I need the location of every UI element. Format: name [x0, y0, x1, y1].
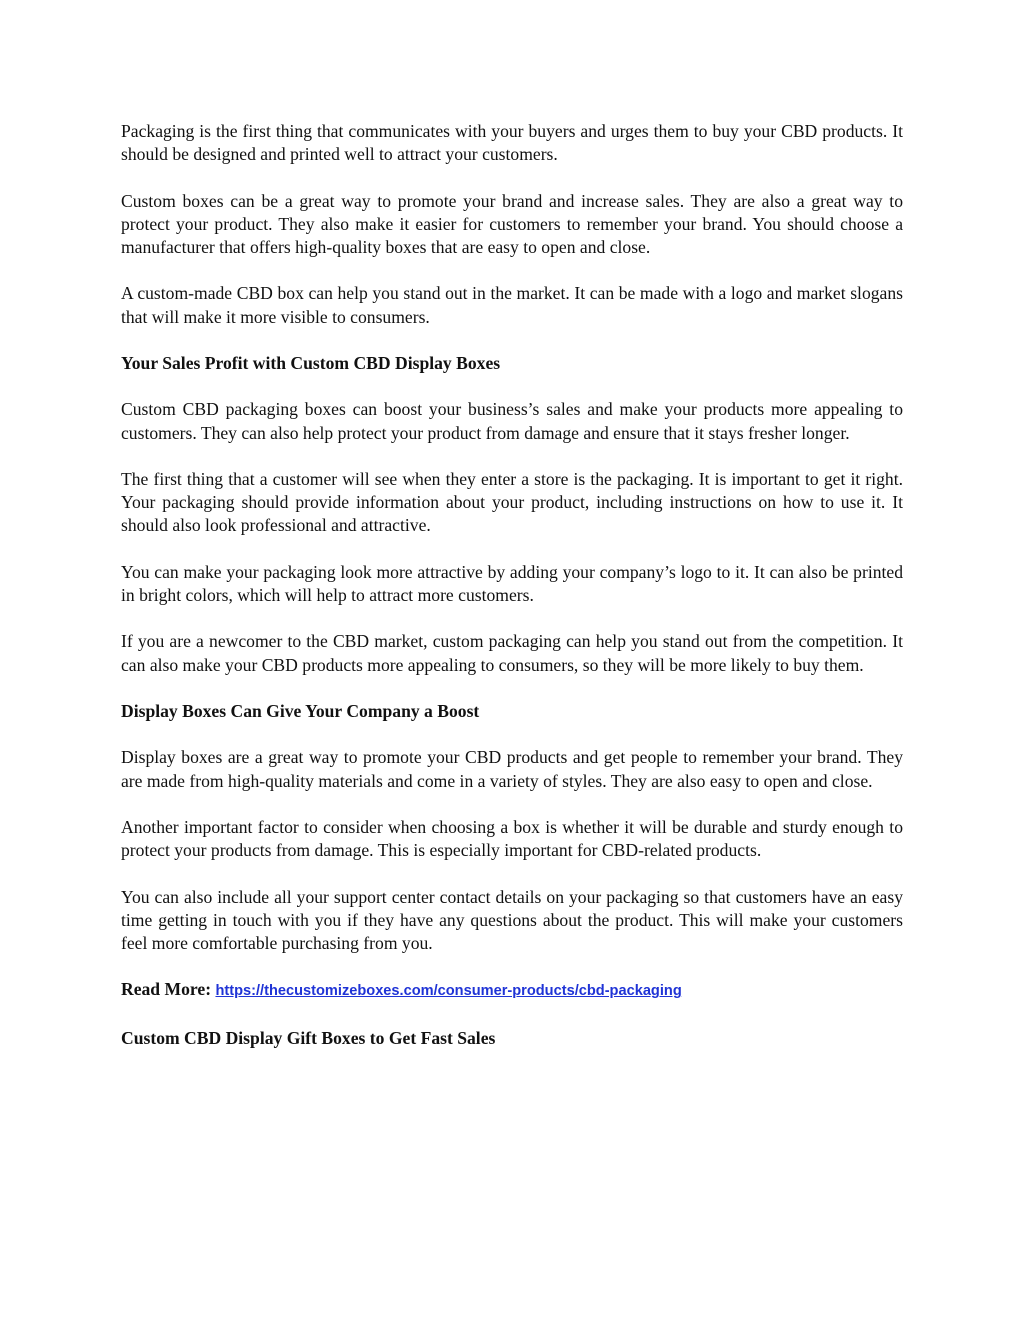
paragraph-durable: Another important factor to consider when choosing a box is whether it will be durable and sturdy enough to protect your products from damage. This is especially important for CBD-related products. — [121, 816, 903, 861]
paragraph-custom-boxes: Custom boxes can be a great way to promote your brand and increase sales. They are also a great way to protect your product. They also make it easier for customers to remember your brand. You should choose a manufacturer that offers high-quality boxes that are easy to open and close. — [121, 190, 903, 257]
document-page — [121, 120, 903, 1073]
read-more-label: Read More: — [121, 979, 212, 1000]
paragraph-newcomer: If you are a newcomer to the CBD market, custom packaging can help you stand out from the competition. It can also make your CBD products more appealing to consumers, so they will be more likely to buy them. — [121, 631, 903, 675]
paragraph-attractive-logo: You can make your packaging look more attractive by adding your company’s logo to it. It can also be printed in bright colors, which will help to attract more customers. — [121, 561, 903, 605]
paragraph-custom-made-box: A custom-made CBD box can help you stand out in the market. It can be made with a logo and market slogans that will make it more visible to consumers. — [121, 283, 903, 327]
paragraph-first-thing: The first thing that a customer will see when they enter a store is the packaging. It is important to get it right. Your packaging should provide information about your product, including instructions on how to use it. It should also look professional and attractive. — [121, 468, 903, 536]
read-more-link[interactable]: https://thecustomizeboxes.com/consumer-products/cbd-packaging — [215, 983, 682, 1000]
paragraph-support-contact: You can also include all your support center contact details on your packaging so that customers have an easy time getting in touch with you if they have any questions about the product. This will make your customers feel more comfortable purchasing from you. — [121, 886, 903, 953]
read-more-line — [121, 978, 903, 1003]
heading-display-boxes: Display Boxes Can Give Your Company a Boost — [121, 700, 480, 721]
paragraph-intro: Packaging is the first thing that communicates with your buyers and urges them to buy your CBD products. It should be designed and printed well to attract your customers. — [121, 121, 903, 165]
paragraph-boost-sales: Custom CBD packaging boxes can boost your business’s sales and make your products more appealing to customers. They can also help protect your product from damage and ensure that it stays fresher longer. — [121, 399, 903, 443]
heading-sales-profit: Your Sales Profit with Custom CBD Display Boxes — [121, 352, 501, 373]
paragraph-display-boxes: Display boxes are a great way to promote your CBD products and get people to remember your brand. They are made from high-quality materials and come in a variety of styles. They are also easy to open and close. — [121, 747, 903, 791]
heading-gift-boxes: Custom CBD Display Gift Boxes to Get Fast Sales — [121, 1027, 496, 1048]
